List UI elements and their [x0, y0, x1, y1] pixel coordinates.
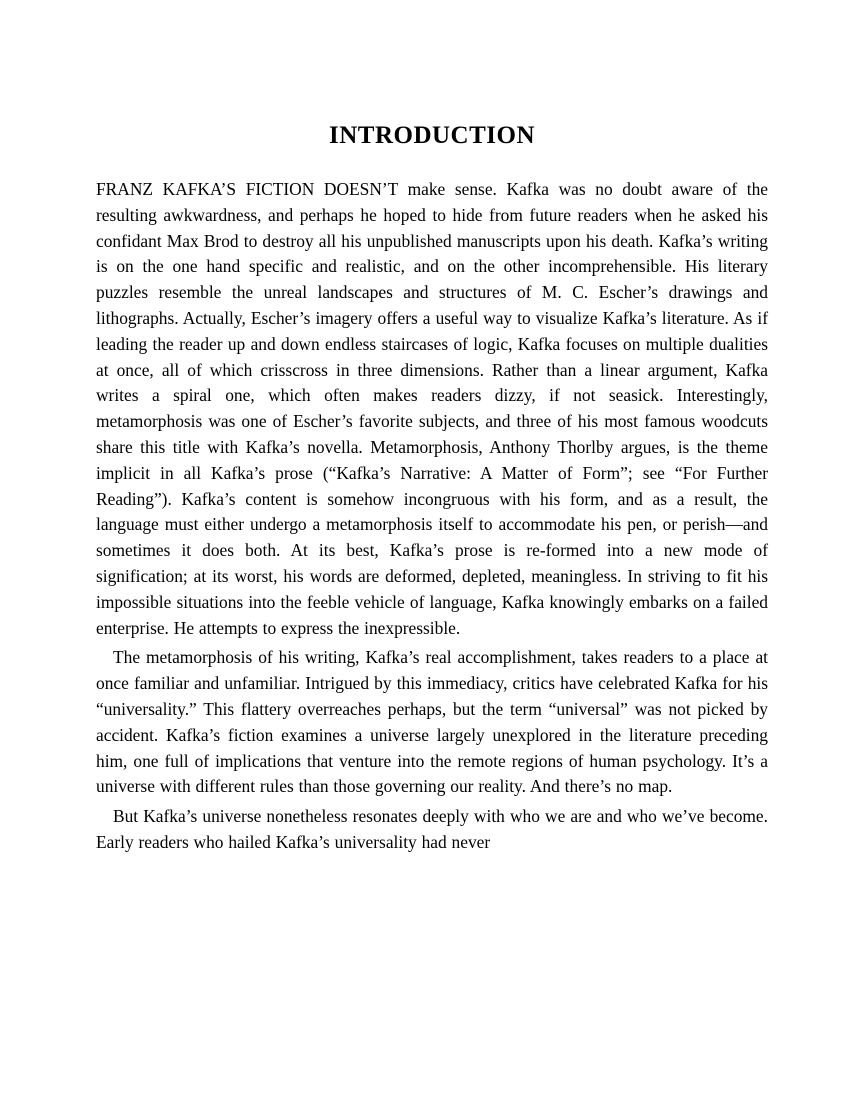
paragraph-2: The metamorphosis of his writing, Kafka’s real accomplishment, takes readers to a place at once familiar and unfamiliar. Intrigued by this immediacy, critics have celebrated Kafka for his “universality.” This flattery overreaches perhaps, but the term “universal” was not picked by accident. Kafka’s fiction examines a universe largely unexplored in the literature preceding him, one full of implications that venture into the remote regions of human psychology. It’s a universe with different rules than those governing our reality. And there’s no map.: [96, 647, 768, 797]
chapter-title: INTRODUCTION: [328, 122, 536, 149]
paragraph-3: But Kafka’s universe nonetheless resonates deeply with who we are and who we’ve become. Early readers who hailed Kafka’s universality had never: [96, 806, 768, 852]
paragraph-1: FRANZ KAFKA’S FICTION DOESN’T make sense. Kafka was no doubt aware of the resulting awkwardness, and perhaps he hoped to hide from future readers when he asked his confidant Max Brod to destroy all his unpublished manuscripts upon his death. Kafka’s writing is on the one hand specific and realistic, and on the other incomprehensible. His literary puzzles resemble the unreal landscapes and structures of M. C. Escher’s drawings and lithographs. Actually, Escher’s imagery offers a useful way to visualize Kafka’s literature. As if leading the reader up and down endless staircases of logic, Kafka focuses on multiple dualities at once, all of which crisscross in three dimensions. Rather than a linear argument, Kafka writes a spiral one, which often makes readers dizzy, if not seasick. Interestingly, metamorphosis was one of Escher’s favorite subjects, and three of his most famous woodcuts share this title with Kafka’s novella. Metamorphosis, Anthony Thorlby argues, is the theme implicit in all Kafka’s prose (“Kafka’s Narrative: A Matter of Form”; see “For Further Reading”). Kafka’s content is somehow incongruous with his form, and as a result, the language must either undergo a metamorphosis itself to accommodate his pen, or perish—and sometimes it does both. At its best, Kafka’s prose is re-formed into a new mode of signification; at its worst, his words are deformed, depleted, meaningless. In striving to fit his impossible situations into the feeble vehicle of language, Kafka knowingly embarks on a failed enterprise. He attempts to express the inexpressible.: [96, 179, 768, 638]
body-text: [96, 177, 768, 856]
